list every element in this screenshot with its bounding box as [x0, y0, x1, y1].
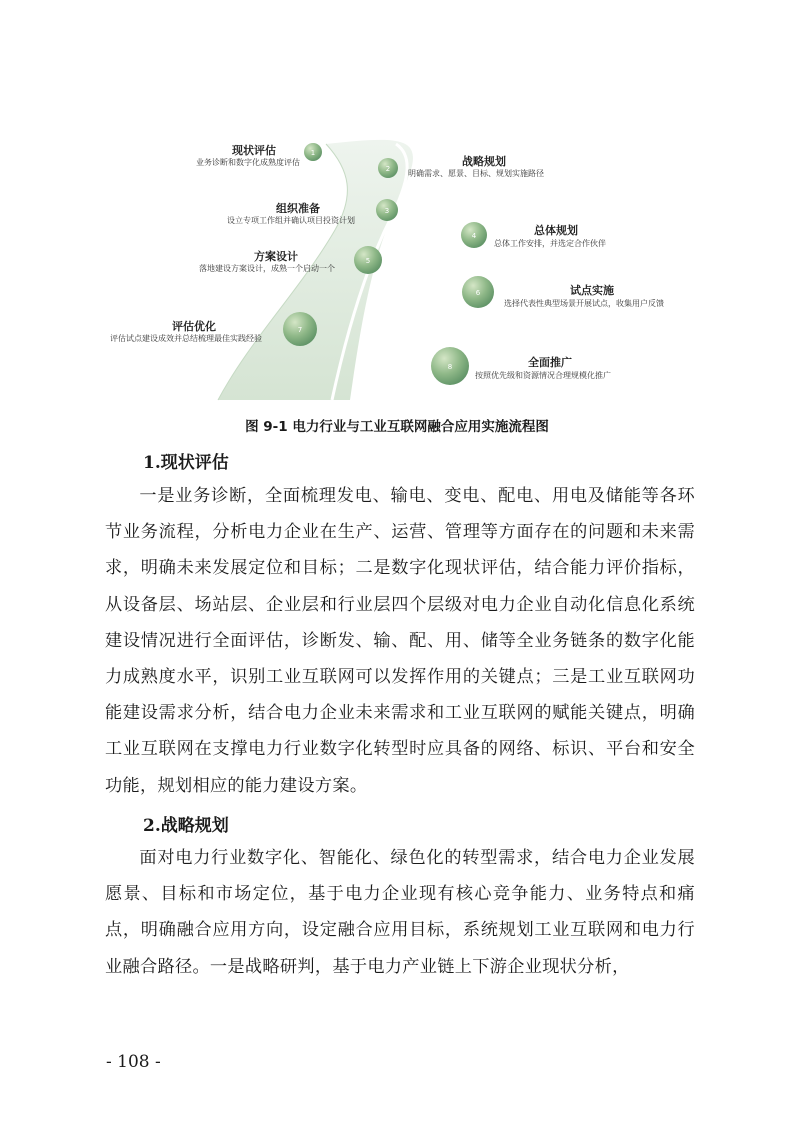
step-title-5: 方案设计 [254, 250, 298, 263]
section-paragraph-1: 一是业务诊断，全面梳理发电、输电、变电、配电、用电及储能等各环节业务流程，分析电力企业在生产、运营、管理等方面存在的问题和未来需求，明确未来发展定位和目标；二是数字化现状评估，结合能力评价指标，从设备层、场站层、企业层和行业层四个层级对电力企业自动化信息化系统建设情况进行全面评估，诊断发、输、配、用、储等全业务链条的数字化能力成熟度水平，识别工业互联网可以发挥作用的关键点；三是工业互联网功能建设需求分析，结合电力企业未来需求和工业互联网的赋能关键点，明确工业互联网在支撑电力行业数字化转型时应具备的网络、标识、平台和安全功能，规划相应的能力建设方案。 [105, 486, 695, 796]
step-num-5: 5 [365, 257, 371, 265]
step-title-4: 总体规划 [534, 224, 578, 237]
step-num-2: 2 [385, 165, 391, 173]
figure-caption: 图 9-1 电力行业与工业互联网融合应用实施流程图 [245, 419, 549, 435]
step-title-1: 现状评估 [232, 144, 276, 157]
flow-figure [100, 130, 700, 405]
step-title-6: 试点实施 [570, 284, 614, 297]
step-num-1: 1 [310, 149, 316, 157]
step-desc-5: 落地建设方案设计，成熟一个启动一个 [199, 264, 335, 273]
step-desc-8: 按照优先级和资源情况合理规模化推广 [475, 371, 611, 380]
step-num-6: 6 [475, 289, 481, 297]
section-heading-2: 2.战略规划 [143, 816, 229, 836]
step-desc-3: 设立专项工作组并确认项目投资计划 [227, 216, 355, 225]
step-num-3: 3 [384, 207, 390, 215]
step-desc-7: 评估试点建设成效并总结梳理最佳实践经验 [110, 334, 262, 343]
step-title-8: 全面推广 [528, 356, 572, 369]
section-body-1 [105, 478, 695, 804]
step-desc-4: 总体工作安排，并选定合作伙伴 [494, 239, 606, 248]
step-title-7: 评估优化 [172, 320, 216, 333]
step-desc-2: 明确需求、愿景、目标、规划实施路径 [408, 169, 544, 178]
step-num-7: 7 [297, 326, 303, 334]
road-illustration [100, 130, 700, 405]
step-title-3: 组织准备 [276, 202, 320, 215]
step-desc-6: 选择代表性典型场景开展试点，收集用户反馈 [504, 299, 664, 308]
page-number: - 108 - [106, 1052, 161, 1072]
step-desc-1: 业务诊断和数字化成熟度评估 [196, 158, 300, 167]
section-paragraph-2: 面对电力行业数字化、智能化、绿色化的转型需求，结合电力企业发展愿景、目标和市场定位，基于电力企业现有核心竞争能力、业务特点和痛点，明确融合应用方向，设定融合应用目标，系统规划工业互联网和电力行业融合路径。一是战略研判，基于电力产业链上下游企业现状分析， [105, 848, 695, 977]
step-title-2: 战略规划 [462, 155, 506, 168]
step-num-8: 8 [447, 363, 453, 371]
section-body-2 [105, 840, 695, 985]
section-heading-1: 1.现状评估 [143, 453, 229, 473]
step-num-4: 4 [471, 232, 477, 240]
